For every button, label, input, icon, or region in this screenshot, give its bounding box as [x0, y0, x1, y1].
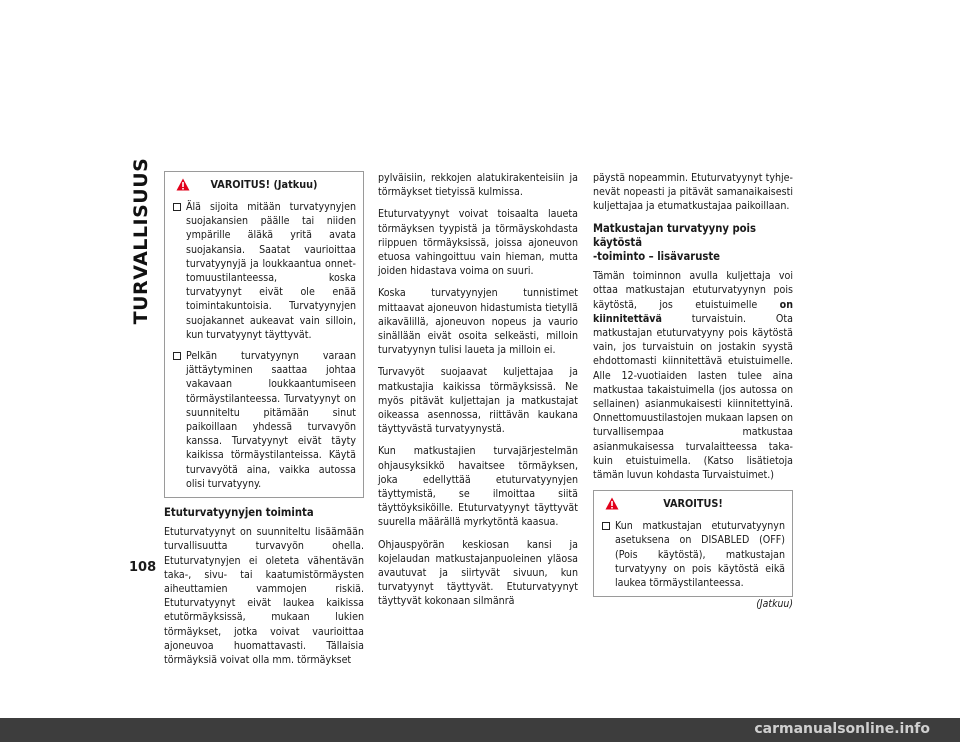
checkbox-bullet-icon: [173, 203, 181, 211]
heading-line-1: Matkustajan turvatyyny pois käytöstä: [593, 221, 756, 249]
warning-title: VAROITUS! (Jatkuu): [210, 178, 318, 191]
body-paragraph: Ohjauspyörän keskiosan kansi ja kojelaudan matkustajanpuoleinen yläosa avautuvat ja siirtyvät sivuun, kun turvatyynyt täyttyvät. Etuturvatyynyt täyttyvät kokonaan silmänrä: [378, 538, 578, 608]
checkbox-bullet-icon: [173, 352, 181, 360]
paragraph-bold-text: on kiinnitettävä: [593, 298, 793, 325]
body-paragraph: [593, 269, 793, 482]
section-title: TURVALLISUUS: [130, 157, 152, 325]
warning-item-text: Pelkän turvatyynyn varaan jättäytyminen saattaa johtaa vakavaan loukkaantumiseen törmäystilanteessa. Turvatyynyt on suunniteltu pitämään sinut paikoillaan yhdessä turvavyön kanssa. Turvatyynyt eivät täyty kaikissa törmäystilanteissa. Käytä turvavyötä aina, vaikka autossa olisi turvatyyny.: [186, 350, 356, 490]
body-paragraph: Koska turvatyynyjen tunnistimet mittaavat ajoneuvon hidastumista tietyllä aikavälillä, ajoneuvon nopeus ja vaurio sinällään eivät osoita selkeästi, milloin turvatyynyn tulisi laueta ja milloin ei.: [378, 287, 578, 357]
footer-watermark: carmanualsonline.info: [754, 721, 930, 737]
footer-bar: [0, 718, 960, 742]
body-paragraph: Etuturvatyynyt voivat toisaalta laueta törmäyksen tyypistä ja törmäyskohdasta riippuen törmäyksissä, joissa ajoneuvon etuosa vahingoittuu vain hieman, mutta joiden hidastava voima on suuri.: [378, 208, 578, 278]
warning-box-continued: [164, 171, 364, 498]
warning-triangle-icon: [176, 178, 190, 191]
warning-item-text: Kun matkustajan etuturvatyynyn asetuksena on DISABLED (OFF) (Pois käytöstä), matkustajan turvatyyny on pois käytöstä eikä laukea törmäystilanteessa.: [615, 520, 785, 590]
body-paragraph: päystä nopeammin. Etuturvatyynyt tyhjenevät nopeasti ja pitävät samanaikaisesti kuljettajaa ja etumatkustajaa paikoillaan.: [593, 172, 793, 213]
body-paragraph: pylväisiin, rekkojen alatukirakenteisiin ja törmäykset tietyissä kulmissa.: [378, 172, 578, 199]
column-2: [378, 171, 578, 617]
page-number: 108: [129, 560, 157, 575]
paragraph-text: turvaistuin. Ota matkustajan etuturvatyyny pois käytöstä vain, jos turvaistuin on jostakin syystä ehdottomasti kiinnitettävä etuistuimelle. Alle 12-vuotiaiden lasten tulee aina matkustaa takaistuimella (jos autossa on sellainen) asianmukaisesti kiinnitettyinä. Onnettomuustilastojen mukaan lapsen on turvallisempaa matkustaa asianmukaisessa turvalaitteessa taka- kuin etuistuimella. (Katso lisätietoja tämän luvun kohdasta Turvaistuimet.): [593, 312, 793, 482]
warning-title: VAROITUS!: [663, 497, 723, 511]
warning-item: [601, 519, 785, 590]
body-paragraph: Etuturvatyynyt on suunniteltu lisäämään turvallisuutta turvavyön ohella. Etuturvatynyjen ei oleteta vähentävän taka-, sivu- tai kaatumistörmäysten aiheuttamien vammojen riskiä. Etuturvatyynyt eivät laukea kaikissa etutörmäyksissä, mukaan lukien törmäykset, jotka voivat vaurioittaa ajoneuvoa huomattavasti. Tällaisia törmäyksiä voivat olla mm. törmäykset: [164, 526, 364, 667]
warning-item: [172, 349, 356, 491]
section-side-tab: [128, 158, 154, 324]
body-paragraph: Turvavyöt suojaavat kuljettajaa ja matkustajia kaikissa törmäyksissä. Ne myös pitävät kuljettajan ja matkustajat oikeassa asennossa, riittävän kaukana täyttyvästä turvatyynystä.: [378, 366, 578, 436]
warning-item-text: Älä sijoita mitään turvatyynyjen suojakansien päälle tai niiden ympärille äläkä yritä avata suojakansia. Saatat vaurioittaa turvatyynyjä ja loukkaantua onnettomuustilanteessa, koska turvatyynyt eivät ole enää toimintakuntoisia. Turvatyynyjen suojakannet aukeavat vain silloin, kun turvatyynyt täyttyvät.: [186, 201, 356, 341]
continued-label: (Jatkuu): [756, 598, 793, 611]
warning-triangle-icon: [605, 497, 619, 510]
column-3: [593, 171, 793, 611]
warning-item: [172, 200, 356, 342]
heading-line-2: -toiminto – lisävaruste: [593, 250, 721, 264]
column-1: [164, 171, 364, 675]
warning-header: [601, 497, 785, 519]
section-heading: [593, 222, 793, 265]
checkbox-bullet-icon: [602, 522, 610, 530]
warning-header: [172, 178, 356, 200]
section-heading: Etuturvatyynyjen toiminta: [164, 506, 314, 520]
paragraph-text: Tämän toiminnon avulla kuljettaja voi ottaa matkustajan etuturvatyynyn pois käytöstä, jos etuistuimelle: [593, 270, 793, 311]
warning-box: [593, 490, 793, 597]
body-paragraph: Kun matkustajien turvajärjestelmän ohjausyksikkö havaitsee törmäyksen, joka edellyttää etuturvatyynyjen täyttymistä, se ilmoittaa siitä täyttöyksiköille. Etuturvatyynyt täyttyvät suurella määrällä myrkytöntä kaasua.: [378, 445, 578, 529]
